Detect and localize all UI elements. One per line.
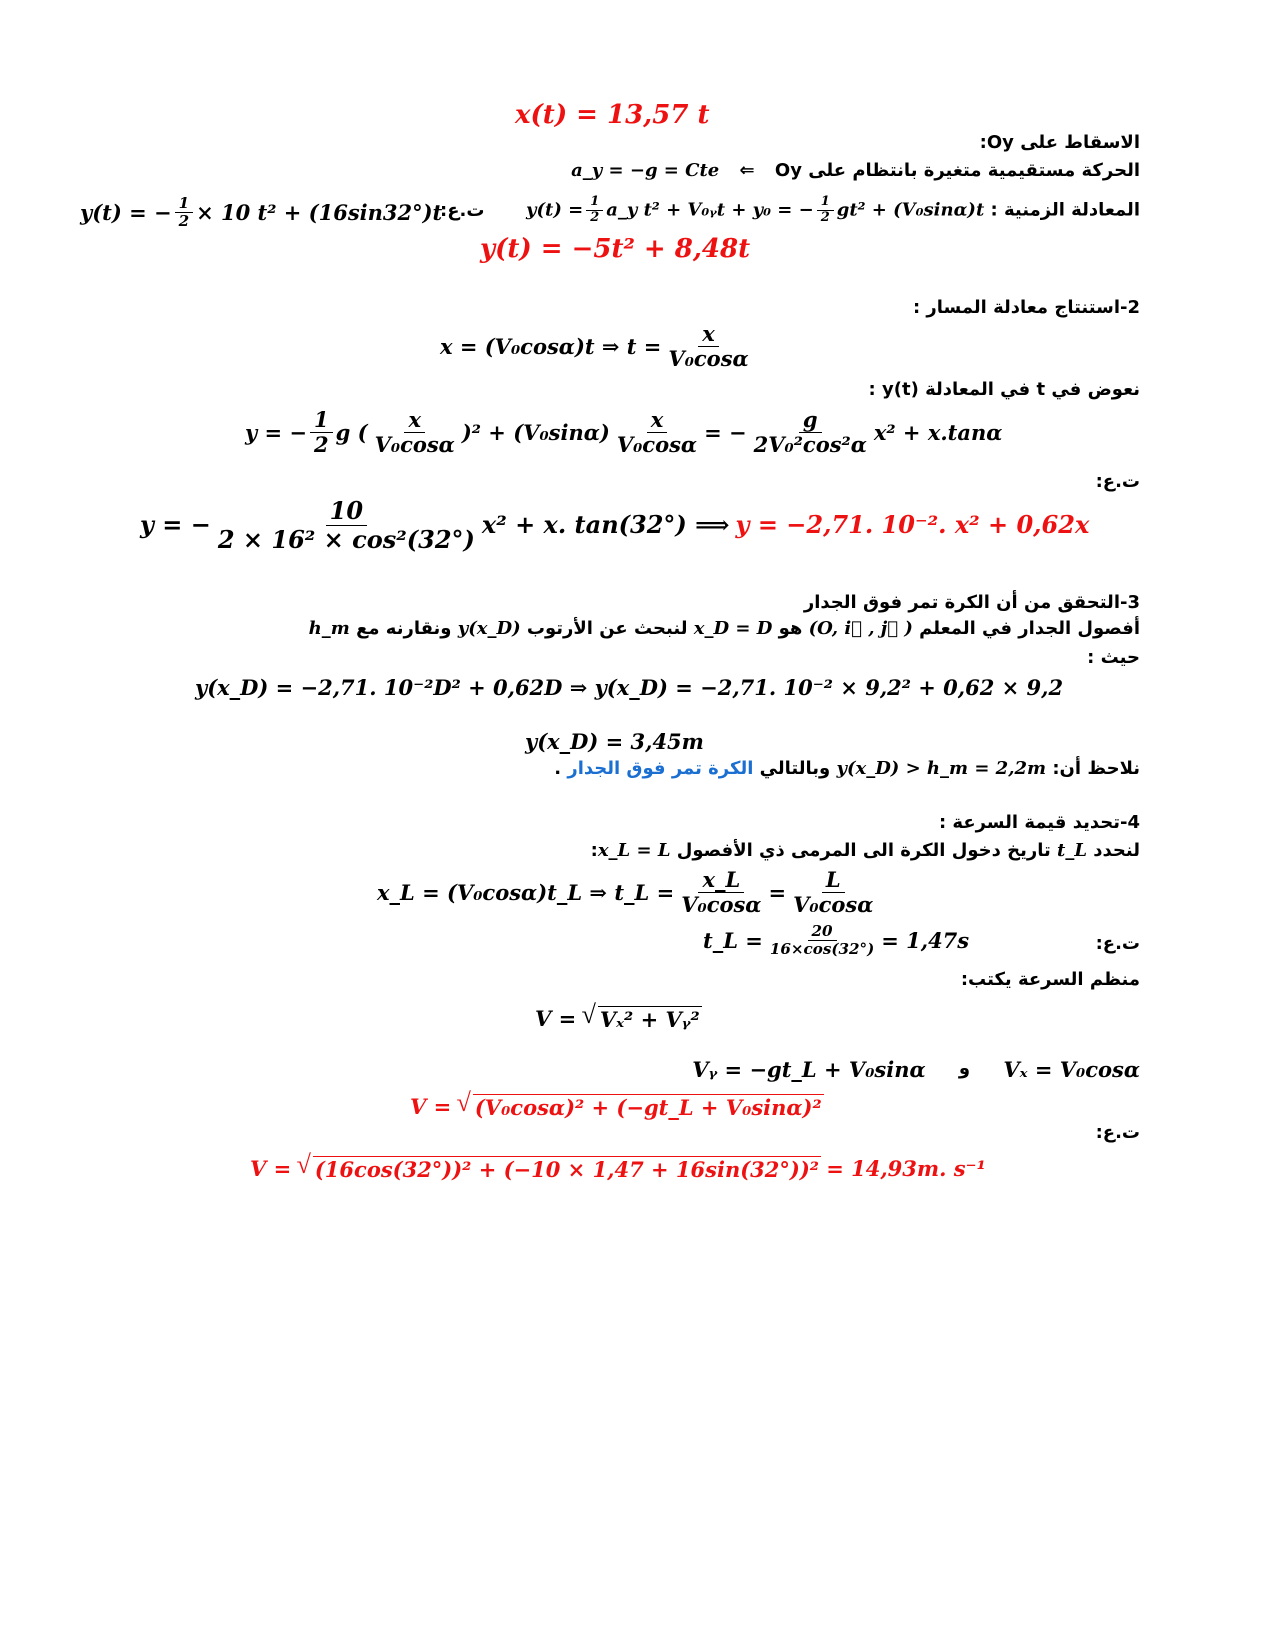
ta-label: ت.ع: [1095,933,1140,954]
section-4-line1: لنحدد t_L تاريخ دخول الكرة الى المرمى ذي الأفصول x_L = L: [590,840,1140,861]
eq-part: × 10 t² + (16sin32°)t [196,200,443,226]
eq-part: y(t) = − [80,200,172,226]
ta-label: ت.ع: [1095,1122,1140,1143]
y-result: y(t) = −5t² + 8,48t [480,234,751,264]
ta-label: ت.ع: [1095,471,1140,492]
half-fraction: $\frac{1}{2}$ [175,195,194,231]
implies-arrow: ⇐ [739,160,755,181]
where-label: حيث : [1087,647,1140,668]
eq-x-t: x = (V₀cosα)t ⇒ t = $\frac{x}{\text{V₀cosα}}$ [440,321,749,372]
trajectory-result: y = −2,71. 10⁻². x² + 0,62x [735,510,1090,540]
section-4-title: 4-تحديد قيمة السرعة : [938,812,1140,833]
speed-result: V = √ (16cos(32°))² + (−10 × 1,47 + 16sin(32°))² = 14,93m. s⁻¹ [250,1150,986,1183]
oy-heading: الاسقاط على Oy: [979,132,1140,153]
time-eq-label: المعادلة الزمنية : [990,199,1140,221]
note-line: نلاحظ أن: y(x_D) > h_m = 2,2m وبالتالي الكرة تمر فوق الجدار . [554,758,1140,779]
speed-expanded: V = √ (V₀cosα)² + (−gt_L + V₀sinα)² [410,1088,822,1121]
section-3-line1: أفصول الجدار في المعلم (O, i⃗ , j⃗ ) هو x_D = D لنبحث عن الأرتوب y(x_D) ونقارنه مع h_m [308,618,1140,639]
ta-label: ت.ع: [440,200,485,221]
speed-norm-label: منظم السرعة يكتب: [960,969,1140,990]
time-eq-math: y(t) = $\frac{1}{2}$ a_y t² + V₀ᵧt + y₀ = − $\frac{1}{2}$ gt² + (V₀sinα)t [526,194,985,225]
time-equation-general [526,195,1140,226]
conclusion-highlight: الكرة تمر فوق الجدار [567,758,754,779]
substitute-label: نعوض في t في المعادلة y(t) : [868,379,1140,400]
trajectory-numeric: y = − $\frac{10}{\text{2 × 16² × cos²(32°)}}$ x² + x. tan(32°) ⟹ y = −2,71. 10⁻². x² + 0,62x [140,496,1090,554]
tl-numeric: t_L = $\frac{20}{16\times\cos(32^\circ)}$ = 1,47s [703,922,970,959]
section-3-title: 3-التحقق من أن الكرة تمر فوق الجدار [803,592,1140,613]
y-xd-equation: y(x_D) = −2,71. 10⁻²D² + 0,62D ⇒ y(x_D) = −2,71. 10⁻² × 9,2² + 0,62 × 9,2 [195,675,1064,700]
oy-motion-text: الحركة مستقيمية متغيرة بانتظام على Oy [774,160,1140,181]
speed-formula: V = √ Vₓ² + Vᵧ² [535,1000,700,1033]
trajectory-general: y = − $\frac{1}{2}$ g ( $\frac{x}{\text{V₀cosα}}$ )² + (V₀sinα) $\frac{x}{\text{V₀cosα}}$ = − $\frac{g}{\text{2V₀²cos²α}}$ x² + x.tanα [245,407,1003,458]
speed-components: Vᵧ = −gt_L + V₀sinα و Vₓ = V₀cosα [692,1056,1140,1082]
oy-motion-line [571,162,1140,180]
y-xd-result: y(x_D) = 3,45m [525,729,704,754]
acceleration-eq: a_y = −g = Cte [571,160,720,181]
x-equation: x(t) = 13,57 t [515,100,710,130]
section-2-title: 2-استنتاج معادلة المسار : [912,297,1140,318]
tl-equation: x_L = (V₀cosα)t_L ⇒ t_L = $\frac{x\_L}{\text{V₀cosα}}$ = $\frac{L}{\text{V₀cosα}}$ [377,867,874,918]
time-equation-numeric [80,195,442,231]
